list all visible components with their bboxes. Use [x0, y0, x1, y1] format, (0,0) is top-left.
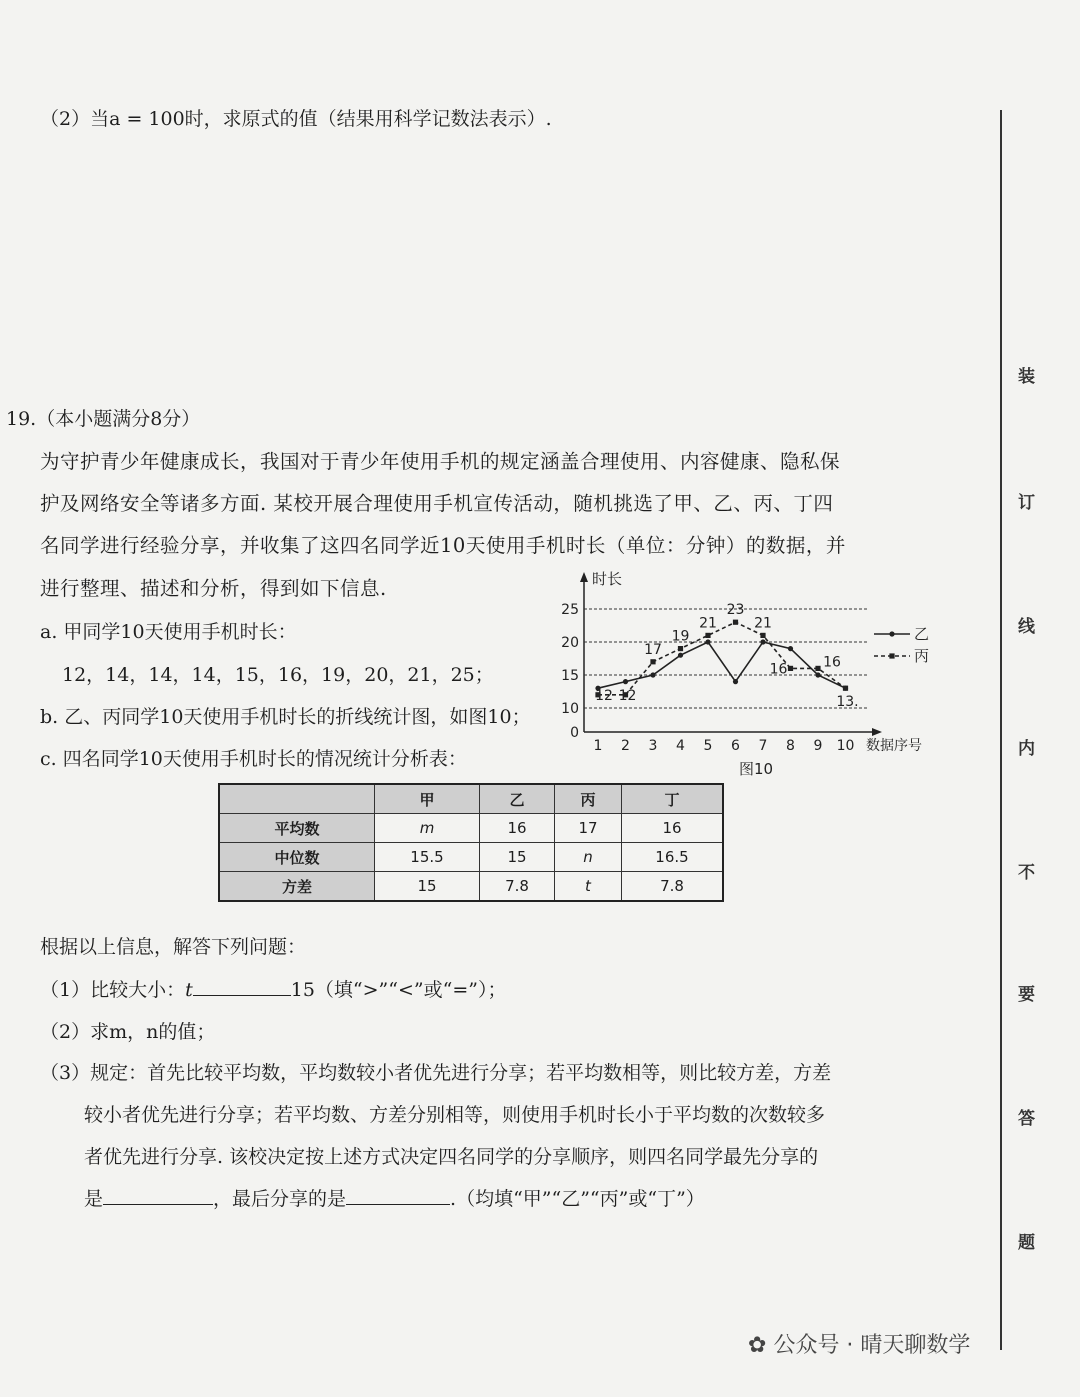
- data-label: 19: [671, 628, 690, 645]
- series-1-point: [705, 639, 710, 644]
- series-line-1: [598, 642, 846, 688]
- series-line-2: [598, 622, 846, 695]
- data-label: 17: [644, 641, 662, 658]
- table-cell: m: [375, 814, 480, 843]
- chart-title: 图10: [738, 760, 774, 778]
- q3-last-b: ，最后分享的是: [213, 1188, 347, 1210]
- data-label: 21: [699, 615, 717, 632]
- answer-blank-last[interactable]: [346, 1203, 450, 1205]
- answer-blank-first[interactable]: [103, 1203, 213, 1205]
- x-axis-arrow: [872, 728, 882, 736]
- watermark: [748, 1328, 970, 1359]
- x-tick-label: 3: [648, 738, 658, 754]
- table-cell: 16.5: [622, 843, 724, 872]
- table-header-cell: 丙: [555, 784, 622, 814]
- data-label: 21: [754, 615, 772, 632]
- sub-question-3-line-3: 者优先进行分享. 该校决定按上述方式决定四名同学的分享顺序，则四名同学最先分享的: [84, 1146, 819, 1168]
- table-header-cell: 丁: [622, 784, 724, 814]
- data-label: 13.: [836, 694, 859, 711]
- y-tick-label: 10: [561, 701, 579, 717]
- table-cell: t: [555, 872, 622, 902]
- series-1-point: [623, 679, 628, 684]
- series-2-point: [843, 686, 848, 691]
- series-2-point: [815, 666, 820, 671]
- y-tick-label: 15: [561, 668, 579, 684]
- binding-label: 线: [1018, 617, 1035, 637]
- table-cell: 15: [375, 872, 480, 902]
- q19-intro-line-4: 进行整理、描述和分析，得到如下信息.: [40, 577, 387, 600]
- answer-blank-1[interactable]: [193, 994, 291, 996]
- table-row-label: 平均数: [219, 814, 375, 843]
- table-row: [219, 814, 723, 843]
- binding-label: 订: [1018, 493, 1035, 513]
- table-header-cell: 甲: [375, 784, 480, 814]
- x-tick-label: 7: [758, 738, 768, 754]
- x-tick-label: 10: [836, 738, 855, 754]
- x-tick-label: 9: [813, 738, 823, 754]
- binding-label: 装: [1018, 367, 1035, 387]
- data-label: 12: [618, 687, 637, 704]
- series-1-point: [733, 679, 738, 684]
- data-label: 23: [726, 602, 745, 619]
- line-chart-figure-10: [560, 566, 950, 782]
- binding-label: 答: [1018, 1109, 1035, 1129]
- table-row: [219, 872, 723, 902]
- series-1-point: [760, 639, 765, 644]
- sub-question-2: （2）求m，n的值；: [40, 1021, 216, 1043]
- q19-title: 19.（本小题满分8分）: [6, 408, 201, 430]
- x-tick-label: 2: [621, 738, 630, 754]
- table-cell: 16: [480, 814, 555, 843]
- table-cell: n: [555, 843, 622, 872]
- table-cell: 7.8: [480, 872, 555, 902]
- x-tick-label: 8: [786, 738, 795, 754]
- table-row-label: 方差: [219, 872, 375, 902]
- binding-margin-rule: [1000, 110, 1002, 1350]
- sub-question-1-prefix: （1）比较大小：: [40, 979, 186, 1001]
- q19-intro-line-1: 为守护青少年健康成长，我国对于青少年使用手机的规定涵盖合理使用、内容健康、隐私保: [40, 450, 841, 473]
- x-tick-label: 6: [731, 738, 740, 754]
- table-cell: 7.8: [622, 872, 724, 902]
- table-header-cell: [219, 784, 375, 814]
- watermark-text: 公众号 · 晴天聊数学: [773, 1333, 971, 1358]
- wechat-icon: ✿: [748, 1333, 767, 1358]
- table-row-label: 中位数: [219, 843, 375, 872]
- legend-label-2: 丙: [914, 647, 930, 665]
- q3-last-a: 是: [84, 1188, 104, 1210]
- y-axis-label: 时长: [592, 570, 623, 588]
- series-1-point: [650, 672, 655, 677]
- sub-question-1-suffix: 15（填“>”“<”或“=”）；: [290, 979, 507, 1001]
- y-tick-label: 25: [561, 602, 579, 618]
- x-axis-label: 数据序号: [866, 738, 922, 754]
- data-label: 16: [823, 654, 841, 671]
- statistics-table: [218, 783, 724, 902]
- y-axis-arrow: [580, 572, 588, 582]
- info-a: a. 甲同学10天使用手机时长：: [40, 621, 297, 643]
- info-b: b. 乙、丙同学10天使用手机时长的折线统计图，如图10；: [40, 706, 531, 728]
- x-tick-label: 4: [676, 738, 685, 754]
- table-cell: 16: [622, 814, 724, 843]
- sub-question-3-line-4: [84, 1184, 705, 1211]
- legend-marker-2: [889, 653, 894, 658]
- binding-label: 题: [1018, 1233, 1035, 1253]
- q19-intro-line-3: 名同学进行经验分享，并收集了这四名同学近10天使用手机时长（单位：分钟）的数据，并: [40, 534, 846, 557]
- q19-intro-line-2: 护及网络安全等诸多方面. 某校开展合理使用手机宣传活动，随机挑选了甲、乙、丙、丁四: [40, 492, 834, 515]
- table-cell: 15.5: [375, 843, 480, 872]
- legend-label-1: 乙: [914, 625, 930, 643]
- x-tick-label: 1: [593, 738, 603, 754]
- y-tick-label: 0: [570, 725, 579, 741]
- series-2-point: [760, 633, 765, 638]
- y-tick-label: 20: [561, 635, 579, 651]
- data-label: 16: [769, 661, 788, 678]
- series-2-point: [788, 666, 793, 671]
- table-header-row: [219, 784, 723, 814]
- series-2-point: [733, 620, 738, 625]
- series-1-point: [678, 653, 683, 658]
- sub-question-3-line-2: 较小者优先进行分享；若平均数、方差分别相等，则使用手机时长小于平均数的次数较多: [84, 1104, 826, 1126]
- question-prompt: 根据以上信息，解答下列问题：: [40, 936, 307, 958]
- series-1-point: [815, 672, 820, 677]
- q18-part2: （2）当a = 100时，求原式的值（结果用科学记数法表示）.: [40, 108, 552, 130]
- q3-last-c: .（均填“甲”“乙”“丙”或“丁”）: [450, 1188, 705, 1210]
- binding-label: 要: [1018, 985, 1035, 1005]
- series-2-point: [678, 646, 683, 651]
- table-cell: 15: [480, 843, 555, 872]
- table-cell: 17: [555, 814, 622, 843]
- info-a-data: 12，14，14，14，15，16，19，20，21，25；: [62, 664, 494, 686]
- table-row: [219, 843, 723, 872]
- binding-label: 内: [1018, 739, 1035, 759]
- series-1-point: [788, 646, 793, 651]
- table-header-cell: 乙: [480, 784, 555, 814]
- series-2-point: [650, 659, 655, 664]
- sub-question-3-line-1: （3）规定：首先比较平均数，平均数较小者优先进行分享；若平均数相等，则比较方差，方差: [40, 1062, 832, 1084]
- info-c: c. 四名同学10天使用手机时长的情况统计分析表：: [40, 748, 467, 770]
- sub-question-1-var: t: [185, 979, 193, 1001]
- sub-question-1: [40, 975, 506, 1002]
- legend-marker-1: [889, 631, 894, 636]
- series-2-point: [705, 633, 710, 638]
- data-label: 12: [595, 687, 613, 704]
- x-tick-label: 5: [703, 738, 713, 754]
- binding-label: 不: [1018, 863, 1035, 883]
